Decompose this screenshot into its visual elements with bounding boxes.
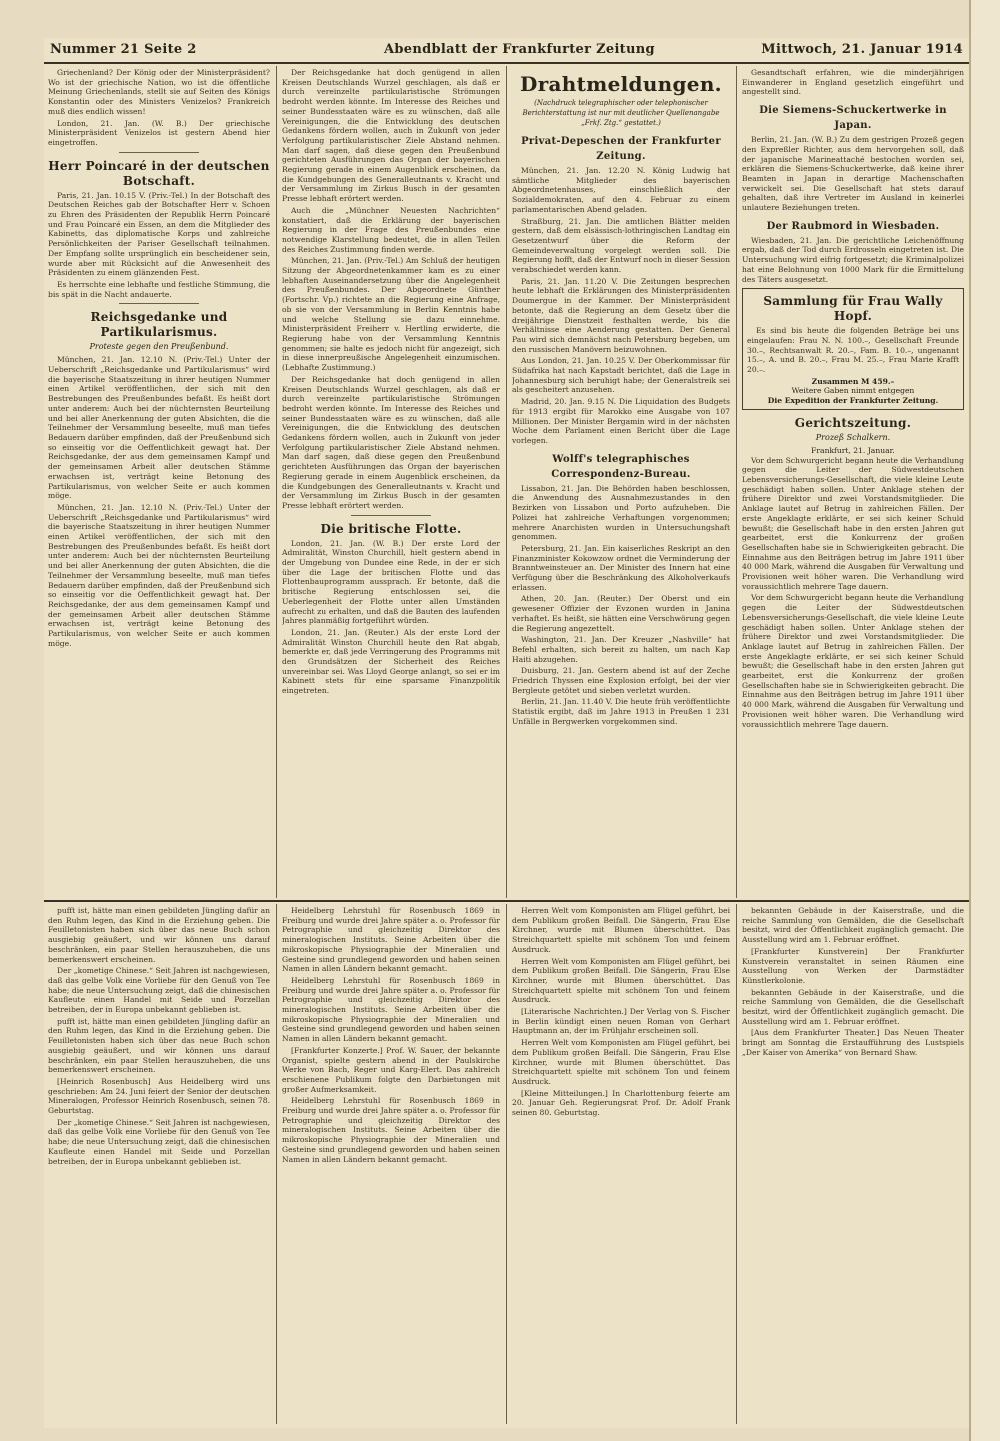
article-text: Aus London, 21. Jan. 10.25 V. Der Oberkommissar für Südafrika hat nach Kapstadt berichtet, daß die Lage in Johannesburg sich beruhigt habe; der Generalstreik sei als gescheitert anzusehen. [512, 356, 730, 395]
article-text: Der „kometige Chinese.“ Seit Jahren ist nachgewiesen, daß das gelbe Volk eine Vorliebe für den Genuß von Tee habe; die neue Untersuchung zeigt, daß die chinesischen Kaufleute einen Handel mit Seide und Porzellan betreiben, der in Europa unbekannt geblieben ist. [48, 1117, 270, 1166]
article-text: Der Reichsgedanke hat doch genügend in allen Kreisen Deutschlands Wurzel geschlagen, als daß er durch vereinzelte partikularistische Strömungen bedroht werden könnte. Im Interesse des Reiches und seiner Bundesstaaten wäre es zu wünschen, daß alle Vereinigungen, die die Entwicklung des deutschen Gedankens fördern wollen, auch in Zukunft von jeder Verfolgung partikularistischer Ziele Abstand nehmen. Man darf sagen, daß diese gegen den Preußenbund gerichteten Ausführungen das Organ der bayerischen Regierung gerade in einem Augenblick erscheinen, da die Kundgebungen des Generalleutnants v. Kracht und der Versammlung im Zirkus Busch in der gesamten Presse lebhaft erörtert werden. [282, 374, 500, 510]
headline-raubmord: Der Raubmord in Wiesbaden. [766, 220, 940, 232]
column-3 [512, 68, 730, 896]
column-rule [736, 66, 737, 898]
article-text: [Literarische Nachrichten.] Der Verlag von S. Fischer in Berlin kündigt einen neuen Roman von Gerhart Hauptmann an, der im Frühjahr erscheinen soll. [512, 1007, 730, 1036]
headline-reichsgedanke: Reichsgedanke und Partikularismus. [90, 310, 228, 340]
column-rule [276, 904, 277, 1424]
article-text: Berlin, 21. Jan. (W. B.) Zu dem gestrigen Prozeß gegen den Expreßler Richter, aus dem hervorgehen soll, daß der japanische Marineattaché bestochen worden sei, erklären die Siemens-Schuckertwerke, daß keine ihrer Beamten in Japan in derartige Machenschaften verwickelt sei. Die Gesellschaft hat stets darauf gehalten, daß ihre Vertreter im Ausland in keinerlei unlautere Beziehungen treten. [742, 135, 964, 213]
article-text: Madrid, 20. Jan. 9.15 N. Die Liquidation des Budgets für 1913 ergibt für Marokko eine Ausgabe von 107 Millionen. Der Minister Bergamin wird in der nächsten Woche dem Parlament einen Bericht über die Lage vorlegen. [512, 397, 730, 445]
article-text: Washington, 21. Jan. Der Kreuzer „Nashville“ hat Befehl erhalten, sich bereit zu halten, um nach Kap Haiti abzugehen. [512, 635, 730, 664]
feuilleton-column-3 [512, 906, 730, 1422]
article-text: London, 21. Jan. (W. B.) Der erste Lord der Admiralität, Winston Churchill, hielt gestern abend in der Umgebung von Dundee eine Rede, in der er sich über die Lage der britischen Flotte und das Flottenbauprogramm aussprach. Er betonte, daß die britische Regierung entschlossen sei, die Ueberlegenheit der Flotte unter allen Umständen aufrecht zu erhalten, und daß die Bauten des laufenden Jahres planmäßig fortgeführt würden. [282, 538, 500, 626]
article-text: Lissabon, 21. Jan. Die Behörden haben beschlossen, die Anwendung des Ausnahmezustandes in den Bezirken von Lissabon und Porto aufzuheben. Die Polizei hat zahlreiche Verhaftungen vorgenommen; mehrere Anarchisten wurden in Untersuchungshaft genommen. [512, 483, 730, 542]
article-dateline: Frankfurt, 21. Januar. [811, 445, 895, 455]
article-text: Petersburg, 21. Jan. Ein kaiserliches Reskript an den Finanzminister Kokowzow ordnet die Verminderung der Branntweinsteuer an. Der Minister des Innern hat eine Verfügung über die Beschränkung des Alkoholverkaufs erlassen. [512, 543, 730, 592]
article-text: Auch die „Münchner Neuesten Nachrichten“ konstatiert, daß die Erklärung der bayerischen Regierung in der Frage des Preußenbundes eine notwendige Klarstellung bedeutet, die in allen Teilen des Reiches Zustimmung finden werde. [282, 205, 500, 254]
article-text: Der „kometige Chinese.“ Seit Jahren ist nachgewiesen, daß das gelbe Volk eine Vorliebe für den Genuß von Tee habe; die neue Untersuchung zeigt, daß die chinesischen Kaufleute einen Handel mit Seide und Porzellan betreiben, der in Europa unbekannt geblieben ist. [48, 966, 270, 1015]
article-text: pufft ist, hätte man einen gebildeten Jüngling dafür an den Ruhm legen, das Kind in die Erziehung geben. Die Feuilletonisten haben sich über das neue Buch schon ausgiebig geäußert, und wir können uns darauf beschränken, ein paar Stellen herauszuheben, die uns bemerkenswert erscheinen. [48, 1016, 270, 1075]
article-text: Griechenland? Der König oder der Ministerpräsident? Wo ist der griechische Nation, wo ist die öffentliche Meinung Griechenlands, stellt sie auf Seiten des Königs Konstantin oder des Ministers Venizelos? Frankreich muß dies endlich wissen! [48, 68, 270, 116]
article-text: Vor dem Schwurgericht begann heute die Verhandlung gegen die Leiter der Südwestdeutschen Lebensversicherungs-Gesellschaft, die viele kleine Leute geschädigt haben sollen. Unter Anklage stehen der frühere Direktor und zwei Vorstandsmitglieder. Die Anklage lautet auf Betrug in zahlreichen Fällen. Der erste Angeklagte erklärte, er sei sich keiner Schuld bewußt; die Gesellschaft habe in den ersten Jahren gut gearbeitet, erst die Konkurrenz der großen Gesellschaften habe sie in Schwierigkeiten gebracht. Die Einnahme aus den Beiträgen betrug im Jahre 1911 über 40 000 Mark, während die Ausgaben für Verwaltung und Provisionen weit höher waren. Die Verhandlung wird voraussichtlich mehrere Tage dauern. [742, 593, 964, 729]
newspaper-page [44, 38, 969, 1428]
article-text: [Kleine Mitteilungen.] In Charlottenburg feierte am 20. Januar Geh. Regierungsrat Prof. Dr. Adolf Frank seinen 80. Geburtstag. [512, 1088, 730, 1118]
masthead: Abendblatt der Frankfurter Zeitung [384, 42, 655, 57]
article-text: pufft ist, hätte man einen gebildeten Jüngling dafür an den Ruhm legen, das Kind in die Erziehung geben. Die Feuilletonisten haben sich über das neue Buch schon ausgiebig geäußert, und wir können uns darauf beschränken, ein paar Stellen herauszuheben, die uns bemerkenswert erscheinen. [48, 906, 270, 964]
article-text: München, 21. Jan. 12.20 N. König Ludwig hat sämtliche Mitglieder des bayerischen Abgeordnetenhauses, einschließlich der Sozialdemokraten, auf den 4. Februar zu einem parlamentarischen Abend geladen. [512, 166, 730, 214]
column-rule [736, 904, 737, 1424]
subheadline: Prozeß Schalkern. [815, 432, 891, 442]
collection-box [742, 288, 964, 410]
page-edge [969, 0, 1000, 1441]
article-text: Heidelberg Lehrstuhl für Rosenbusch 1869 in Freiburg und wurde drei Jahre später a. o. Professor für Petrographie und gleichzeitig Direktor des mineralogischen Instituts. Seine Arbeiten über die mikroskopische Physiographie der Mineralien und Gesteine sind grundlegend geworden und haben seinen Namen in allen Ländern bekannt gemacht. [282, 906, 500, 974]
article-text: Athen, 20. Jan. (Reuter.) Der Oberst und ein gewesener Offizier der Evzonen wurden in Janina verhaftet. Es heißt, sie hätten eine Verschwörung gegen die Regierung angezettelt. [512, 594, 730, 633]
headline-gerichtszeitung: Gerichtszeitung. [794, 415, 912, 430]
article-text: [Aus dem Frankfurter Theater.] Das Neuen Theater bringt am Sonntag die Erstaufführung des Lustspiels „Der Kaiser von Amerika“ von Bernard Shaw. [742, 1028, 964, 1057]
page-number: Nummer 21 Seite 2 [50, 42, 197, 57]
headline-flotte: Die britische Flotte. [320, 521, 462, 536]
article-text: London, 21. Jan. (Reuter.) Als der erste Lord der Admiralität Winston Churchill heute den Rat abgab, bemerkte er, daß jede Verringerung des Programms mit den Grundsätzen der Sicherheit des Reiches unvereinbar sei. Was Lloyd George anlangt, so sei er im Kabinett stets für eine sparsame Finanzpolitik eingetreten. [282, 627, 500, 696]
feuilleton-column-1 [48, 906, 270, 1422]
article-text: Paris, 21. Jan. 10.15 V. (Priv.-Tel.) In der Botschaft des Deutschen Reiches gab der Botschafter Herr v. Schoen zu Ehren des Präsidenten der Republik Herrn Poincaré und Frau Poincaré ein Essen, an dem die Mitglieder des Kabinetts, das diplomatische Korps und zahlreiche Persönlichkeiten der Pariser Gesellschaft teilnahmen. Der Empfang sollte ursprünglich ein bescheidener sein, wurde aber mit Rücksicht auf die Anwesenheit des Präsidenten zu einem glänzenden Fest. [48, 190, 270, 278]
article-text: Herren Welt vom Komponisten am Flügel geführt, bei dem Publikum großen Beifall. Die Sängerin, Frau Else Kirchner, wurde mit Blumen überschüttet. Das Streichquartett spielte mit schönem Ton und feinem Ausdruck. [512, 906, 730, 954]
article-text: Vor dem Schwurgericht begann heute die Verhandlung gegen die Leiter der Südwestdeutschen Lebensversicherungs-Gesellschaft, die viele kleine Leute geschädigt haben sollen. Unter Anklage stehen der frühere Direktor und zwei Vorstandsmitglieder. Die Anklage lautet auf Betrug in zahlreichen Fällen. Der erste Angeklagte erklärte, er sei sich keiner Schuld bewußt; die Gesellschaft habe in den ersten Jahren gut gearbeitet, erst die Konkurrenz der großen Gesellschaften habe sie in Schwierigkeiten gebracht. Die Einnahme aus den Beiträgen betrug im Jahre 1911 über 40 000 Mark, während die Ausgaben für Verwaltung und Provisionen weit höher waren. Die Verhandlung wird voraussichtlich mehrere Tage dauern. [742, 455, 964, 591]
collection-more: Weitere Gaben nimmt entgegen [791, 386, 915, 396]
article-text: München, 21. Jan. 12.10 N. (Priv.-Tel.) Unter der Ueberschrift „Reichsgedanke und Partikularismus“ wird die bayerische Staatszeitung in ihrer heutigen Nummer einen Artikel veröffentlichen, der sich mit den Bestrebungen des Preußenbundes befaßt. Es heißt dort unter anderem: Auch bei der nüchternsten Beurteilung und bei aller Anerkennung der guten Absichten, die die Teilnehmer der Versammlung beseelte, muß man tiefes Bedauern darüber empfinden, daß der Preußenbund sich so einseitig vor die Oeffentlichkeit gewagt hat. Der Reichsgedanke, der aus dem gemeinsamen Kampf und der gemeinsamen Arbeit aller deutschen Stämme erwachsen ist, verträgt keine Betonung des Partikularismus, von welcher Seite er auch kommen möge. [48, 502, 270, 648]
article-text: Heidelberg Lehrstuhl für Rosenbusch 1869 in Freiburg und wurde drei Jahre später a. o. Professor für Petrographie und gleichzeitig Direktor des mineralogischen Instituts. Seine Arbeiten über die mikroskopische Physiographie der Mineralien und Gesteine sind grundlegend geworden und haben seinen Namen in allen Ländern bekannt gemacht. [282, 1096, 500, 1164]
collection-expedition: Die Expedition der Frankfurter Zeitung. [767, 396, 939, 406]
column-2 [282, 68, 500, 896]
subheadline: Proteste gegen den Preußenbund. [89, 342, 229, 352]
column-rule [506, 904, 507, 1424]
section-divider [44, 900, 969, 902]
article-text: München, 21. Jan. (Priv.-Tel.) Am Schluß der heutigen Sitzung der Abgeordnetenkammer kam es zu einer lebhaften Auseinandersetzung über die Angelegenheit des Preußenbundes. Der Abgeordnete Günther (Fortschr. Vp.) richtete an die Regierung eine Anfrage, ob sie von der Versammlung in Berlin Kenntnis habe und welche Stellung sie dazu einnehme. Ministerpräsident Freiherr v. Hertling erwiderte, die Regierung habe von der Versammlung Kenntnis genommen; sie halte es jedoch nicht für angezeigt, sich in diese innerpreußische Angelegenheit einzumischen. (Lebhafte Zustimmung.) [282, 256, 500, 373]
column-rule [276, 66, 277, 898]
article-text: Herren Welt vom Komponisten am Flügel geführt, bei dem Publikum großen Beifall. Die Sängerin, Frau Else Kirchner, wurde mit Blumen überschüttet. Das Streichquartett spielte mit schönem Ton und feinem Ausdruck. [512, 1038, 730, 1086]
issue-date: Mittwoch, 21. Januar 1914 [761, 42, 963, 57]
column-rule [506, 66, 507, 898]
article-text: Heidelberg Lehrstuhl für Rosenbusch 1869 in Freiburg und wurde drei Jahre später a. o. Professor für Petrographie und gleichzeitig Direktor des mineralogischen Instituts. Seine Arbeiten über die mikroskopische Physiographie der Mineralien und Gesteine sind grundlegend geworden und haben seinen Namen in allen Ländern bekannt gemacht. [282, 975, 500, 1044]
article-text: Gesandtschaft erfahren, wie die minderjährigen Einwanderer in England gesetzlich eingeführt und angestellt sind. [742, 68, 964, 97]
headline-sammlung: Sammlung für Frau Wally Hopf. [763, 294, 943, 324]
headline-drahtmeldungen: Drahtmeldungen. [520, 72, 722, 96]
article-text: Berlin, 21. Jan. 11.40 V. Die heute früh veröffentlichte Statistik ergibt, daß im Jahre 1913 in Preußen 1 231 Unfälle in Bergwerken vorgekommen sind. [512, 697, 730, 726]
headline-siemens: Die Siemens-Schuckertwerke in Japan. [759, 105, 947, 132]
article-dateline: London, 21. Jan. (W. B.) Der griechische Ministerpräsident Venizelos ist gestern Abend hier eingetroffen. [48, 118, 270, 147]
article-text: [Frankfurter Kunstverein] Der Frankfurter Kunstverein veranstaltet in seinen Räumen eine Ausstellung von Werken der Darmstädter Künstlerkolonie. [742, 946, 964, 985]
collection-list: Es sind bis heute die folgenden Beträge bei uns eingelaufen: Frau N. N. 100.–, Gesellschaft Freunde 30.–, Rechtsanwalt R. 20.–, Fam. B. 10.–, ungenannt 15.–, A. und B. 20.–, Frau M. 25.–, Frau Marie Krafft 20.–. [747, 326, 959, 375]
running-header [44, 38, 969, 64]
article-text: bekannten Gebäude in der Kaiserstraße, und die reiche Sammlung von Gemälden, die die Gesellschaft besitzt, wird der Öffentlichkeit zugänglich gemacht. Die Ausstellung wird am 1. Februar eröffnet. [742, 987, 964, 1026]
article-text: Duisburg, 21. Jan. Gestern abend ist auf der Zeche Friedrich Thyssen eine Explosion erfolgt, bei der vier Bergleute getötet und sieben verletzt wurden. [512, 666, 730, 695]
article-text: Herren Welt vom Komponisten am Flügel geführt, bei dem Publikum großen Beifall. Die Sängerin, Frau Else Kirchner, wurde mit Blumen überschüttet. Das Streichquartett spielte mit schönem Ton und feinem Ausdruck. [512, 956, 730, 1005]
feuilleton-column-2 [282, 906, 500, 1422]
article-text: Paris, 21. Jan. 11.20 V. Die Zeitungen besprechen heute lebhaft die Erklärungen des Ministerpräsidenten Doumergue in der Kammer. Der Ministerpräsident betonte, daß die Regierung an dem Gesetz über die dreijährige Dienstzeit festhalten werde, bis die Verhältnisse eine Aenderung gestatten. Der General Pau wird sich demnächst nach Petersburg begeben, um den russischen Manövern beizuwohnen. [512, 276, 730, 354]
article-text: München, 21. Jan. 12.10 N. (Priv.-Tel.) Unter der Ueberschrift „Reichsgedanke und Partikularismus“ wird die bayerische Staatszeitung in ihrer heutigen Nummer einen Artikel veröffentlichen, der sich mit den Bestrebungen des Preußenbundes befaßt. Es heißt dort unter anderem: Auch bei der nüchternsten Beurteilung und bei aller Anerkennung der guten Absichten, die die Teilnehmer der Versammlung beseelte, muß man tiefes Bedauern darüber empfinden, daß der Preußenbund sich so einseitig vor die Oeffentlichkeit gewagt hat. Der Reichsgedanke, der aus dem gemeinsamen Kampf und der gemeinsamen Arbeit aller deutschen Stämme erwachsen ist, verträgt keine Betonung des Partikularismus, von welcher Seite er auch kommen möge. [48, 355, 270, 501]
article-text: Es herrschte eine lebhafte und festliche Stimmung, die bis spät in die Nacht andauerte. [48, 279, 270, 299]
collection-total: Zusammen M 459.– [811, 376, 895, 386]
headline-wolff: Wolff's telegraphisches Correspondenz-Bureau. [551, 453, 691, 480]
headline-privat-depeschen: Privat-Depeschen der Frankfurter Zeitung. [521, 136, 721, 162]
article-text: [Heinrich Rosenbusch] Aus Heidelberg wird uns geschrieben: Am 24. Juni feiert der Senior der deutschen Mineralogen, Professor Heinrich Rosenbusch, seinen 78. Geburtstag. [48, 1076, 270, 1116]
article-text: Straßburg, 21. Jan. Die amtlichen Blätter melden gestern, daß dem elsässisch-lothringischen Landtag ein Gesetzentwurf über die Reform der Gemeindeverwaltung vorgelegt werden soll. Die Regierung hofft, daß der Entwurf noch in dieser Session verabschiedet werden kann. [512, 216, 730, 275]
column-4 [742, 68, 964, 896]
reprint-notice: (Nachdruck telegraphischer oder telephonischer Berichterstattung ist nur mit deutlicher Quellenangabe „Frkf. Ztg.“ gestattet.) [522, 99, 720, 127]
article-text: [Frankfurter Konzerte.] Prof. W. Sauer, der bekannte Organist, spielte gestern abend in der Paulskirche Werke von Bach, Reger und Karg-Elert. Das zahlreich erschienene Publikum folgte den Darbietungen mit großer Aufmerksamkeit. [282, 1045, 500, 1094]
column-1 [48, 68, 270, 896]
headline-poincare: Herr Poincaré in der deutschen Botschaft. [48, 158, 270, 188]
article-text: bekannten Gebäude in der Kaiserstraße, und die reiche Sammlung von Gemälden, die die Gesellschaft besitzt, wird der Öffentlichkeit zugänglich gemacht. Die Ausstellung wird am 1. Februar eröffnet. [742, 906, 964, 945]
article-text: Der Reichsgedanke hat doch genügend in allen Kreisen Deutschlands Wurzel geschlagen, als daß er durch vereinzelte partikularistische Strömungen bedroht werden könnte. Im Interesse des Reiches und seiner Bundesstaaten wäre es zu wünschen, daß alle Vereinigungen, die die Entwicklung des deutschen Gedankens fördern wollen, auch in Zukunft von jeder Verfolgung partikularistischer Ziele Abstand nehmen. Man darf sagen, daß diese gegen den Preußenbund gerichteten Ausführungen das Organ der bayerischen Regierung gerade in einem Augenblick erscheinen, da die Kundgebungen des Generalleutnants v. Kracht und der Versammlung im Zirkus Busch in der gesamten Presse lebhaft erörtert werden. [282, 68, 500, 204]
article-text: Wiesbaden, 21. Jan. Die gerichtliche Leichenöffnung ergab, daß der Tod durch Erdrosseln eingetreten ist. Die Untersuchung wird eifrig fortgesetzt; die Kriminalpolizei hat eine Belohnung von 1000 Mark für die Ermittelung des Täters ausgesetzt. [742, 235, 964, 284]
feuilleton-column-4 [742, 906, 964, 1422]
